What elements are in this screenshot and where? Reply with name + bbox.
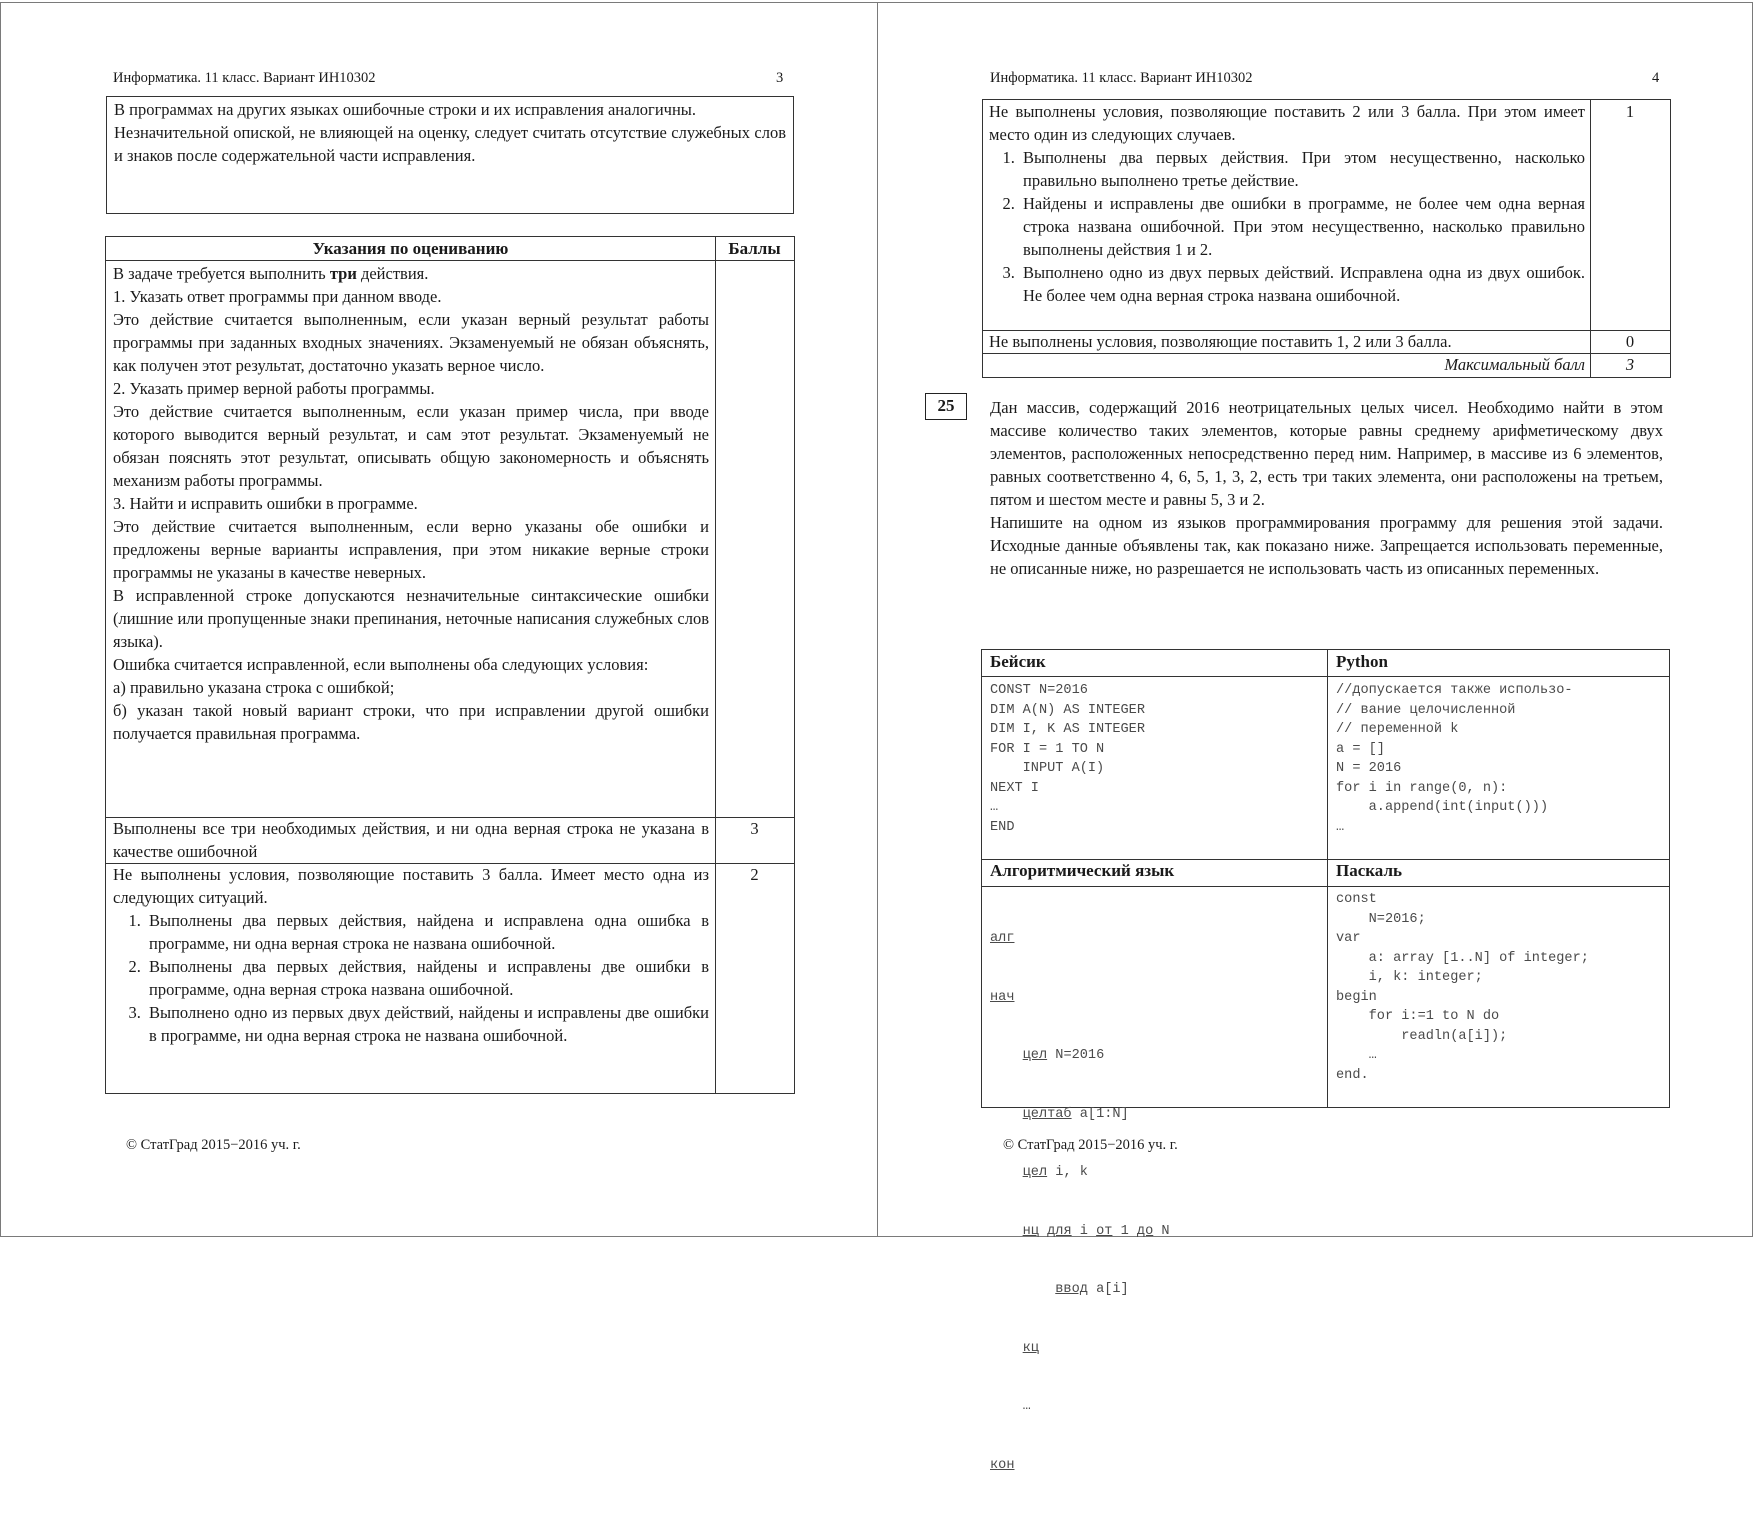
instr-step-2-desc: Это действие считается выполненным, если указан пример числа, при вводе которого выводится верный результат, и сам этот результат. Экзаменуемый не обязан пояснять этот результат, описывать общую закономерность и объяснять механизм работы программы. [113,402,709,490]
page-footer: © СтатГрад 2015−2016 уч. г. [1003,1137,1178,1153]
page-header-title: Информатика. 11 класс. Вариант ИН10302 [990,70,1253,86]
grading-header-instructions: Указания по оцениванию [312,239,509,258]
page-number: 4 [1652,70,1660,86]
instr-fix-condition: Ошибка считается исправленной, если выполнены оба следующих условия: [113,655,649,674]
kw-kc: кц [1022,1340,1039,1356]
kw-dlya: для [1047,1223,1072,1239]
instr-syntax-note: В исправленной строке допускаются незначительные синтаксические ошибки (лишние или пропущенные знаки препинания, неточные написания служебных слов языка). [113,586,709,651]
task-paragraph-2: Напишите на одном из языков программирования программу для решения этой задачи. Исходные данные объявлены так, как показано ниже. Запрещается использовать переменные, не описанные ниже, но разрешается не использовать часть из описанных переменных. [990,513,1663,578]
grading-row-3pts-text: Выполнены все три необходимых действия, и ни одна верная строка не указана в качестве ошибочной [113,819,709,861]
grading-row-2pts-text [113,863,709,1047]
grading-row-1pt-item-3: 3. Выполнено одно из двух первых действий. Исправлена одна из двух ошибок. Не более чем одна верная строка названа ошибочной. [1019,261,1585,307]
max-score-value: 3 [1625,355,1635,374]
grading-row-2pts-item-1: 1. Выполнены два первых действия, найдена и исправлена одна ошибка в программе, ни одна верная строка не названа ошибочной. [145,909,709,955]
instr-line-1c: действия. [356,264,429,283]
kw-cel: цел [1022,1048,1048,1063]
grading-row-2pts-points: 2 [750,865,759,884]
intro-paragraph-1: В программах на других языках ошибочные строки и их исправления аналогичны. [114,100,696,119]
kw-nach: нач [990,989,1015,1005]
code-header-pascal: Паскаль [1336,861,1402,880]
grading-table [105,236,795,1094]
grading-row-1pt-points: 1 [1625,102,1635,121]
task-text [990,396,1663,580]
grading-row-1pt-item-2: 2. Найдены и исправлены две ошибки в программе, не более чем одна верная строка названа ошибочной. При этом несущественно, насколько правильно выполнены действия 1 и 2. [1019,192,1585,261]
grading-row-2pts-intro: Не выполнены условия, позволяющие поставить 3 балла. Имеет место одна из следующих ситуаций. [113,865,709,907]
instr-line-1a: В задаче требуется выполнить [113,264,330,283]
instr-step-1-desc: Это действие считается выполненным, если указан верный результат работы программы при заданных входных значениях. Экзаменуемый не обязан объяснять, как получен этот результат, достаточно указать верное число. [113,310,709,375]
kw-celtab: целтаб [1022,1106,1072,1122]
kw-alg: алг [990,931,1015,946]
task-paragraph-1: Дан массив, содержащий 2016 неотрицательных целых чисел. Необходимо найти в этом массиве количество таких элементов, которые равны среднему арифметическому двух элементов, расположенных непосредственно перед ним. Например, в массиве из 6 элементов, равных соответственно 4, 6, 5, 1, 3, 2, есть три таких элемента, они расположены на третьем, пятом и шестом месте и равны 5, 3 и 2. [990,398,1663,509]
intro-box [106,96,794,214]
grading-row-0pts-text: Не выполнены условия, позволяющие поставить 1, 2 или 3 балла. [989,332,1452,351]
instr-line-1b: три [329,264,357,283]
intro-paragraph-2: Незначительной опиской, не влияющей на оценку, следует считать отсутствие служебных слов и знаков после содержательной части исправления. [114,123,786,165]
page-footer: © СтатГрад 2015−2016 уч. г. [126,1137,301,1153]
code-pascal: const N=2016; var a: array [1..N] of integer; i, k: integer; begin for i:=1 to N do readln(a[i]); … end. [1336,892,1589,1083]
code-algo [990,890,1170,1514]
grading-row-0pts-points: 0 [1625,332,1635,351]
instr-condition-a: а) правильно указана строка с ошибкой; [113,678,395,697]
task-number: 25 [925,393,967,420]
code-python: //допускается также использо- // вание целочисленной // переменной k a = [] N = 2016 for i in range(0, n): a.append(int(input())) … [1336,683,1573,835]
grading-row-1pt-text [989,100,1585,307]
kw-vvod: ввод [1055,1282,1088,1297]
algo-text: i [1071,1223,1097,1239]
kw-ot: от [1096,1223,1113,1239]
algo-text: a[1:N] [1071,1106,1129,1122]
grading-instructions-cell [113,262,709,745]
page-header-title: Информатика. 11 класс. Вариант ИН10302 [113,70,376,86]
algo-text: a[i] [1087,1282,1129,1297]
grading-row-2pts-item-2: 2. Выполнены два первых действия, найдены и исправлены две ошибки в программе, одна верная строка названа ошибочной. [145,955,709,1001]
instr-step-3-desc: Это действие считается выполненным, если верно указаны обе ошибки и предложены верные варианты исправления, при этом никакие верные строки программы не указаны в качестве неверных. [113,517,709,582]
grading-row-3pts-points: 3 [750,819,759,838]
grading-row-1pt-item-1: 1. Выполнены два первых действия. При этом несущественно, насколько правильно выполнено третье действие. [1019,146,1585,192]
instr-step-1: 1. Указать ответ программы при данном вводе. [113,287,442,306]
kw-cel: цел [1022,1165,1048,1180]
algo-text: i, k [1047,1165,1088,1180]
code-header-python: Python [1336,652,1388,671]
code-header-algo: Алгоритмический язык [990,861,1175,880]
code-header-basic: Бейсик [990,652,1046,671]
kw-nc: нц [1022,1223,1039,1239]
algo-text: 1 [1112,1223,1137,1239]
instr-step-3: 3. Найти и исправить ошибки в программе. [113,494,418,513]
grading-header-points: Баллы [728,239,781,258]
instr-step-2: 2. Указать пример верной работы программы. [113,379,435,398]
algo-text: N [1153,1223,1170,1239]
grading-row-2pts-item-3: 3. Выполнено одно из первых двух действий, найдены и исправлены две ошибки в программе, ни одна верная строка не названа ошибочной. [145,1001,709,1047]
instr-condition-b: б) указан такой новый вариант строки, что при исправлении другой ошибки получается правильная программа. [113,701,709,743]
code-basic: CONST N=2016 DIM A(N) AS INTEGER DIM I, K AS INTEGER FOR I = 1 TO N INPUT A(I) NEXT I … END [990,683,1145,835]
grading-row-1pt-intro: Не выполнены условия, позволяющие поставить 2 или 3 балла. При этом имеет место один из следующих случаев. [989,102,1585,144]
kw-kon: кон [990,1457,1015,1473]
max-score-label: Максимальный балл [1444,355,1585,374]
kw-do: до [1136,1223,1154,1239]
algo-text: N=2016 [1047,1048,1105,1063]
grading-table-continued [982,99,1671,378]
algo-ellipsis: … [1022,1399,1031,1414]
page-number: 3 [776,70,784,86]
